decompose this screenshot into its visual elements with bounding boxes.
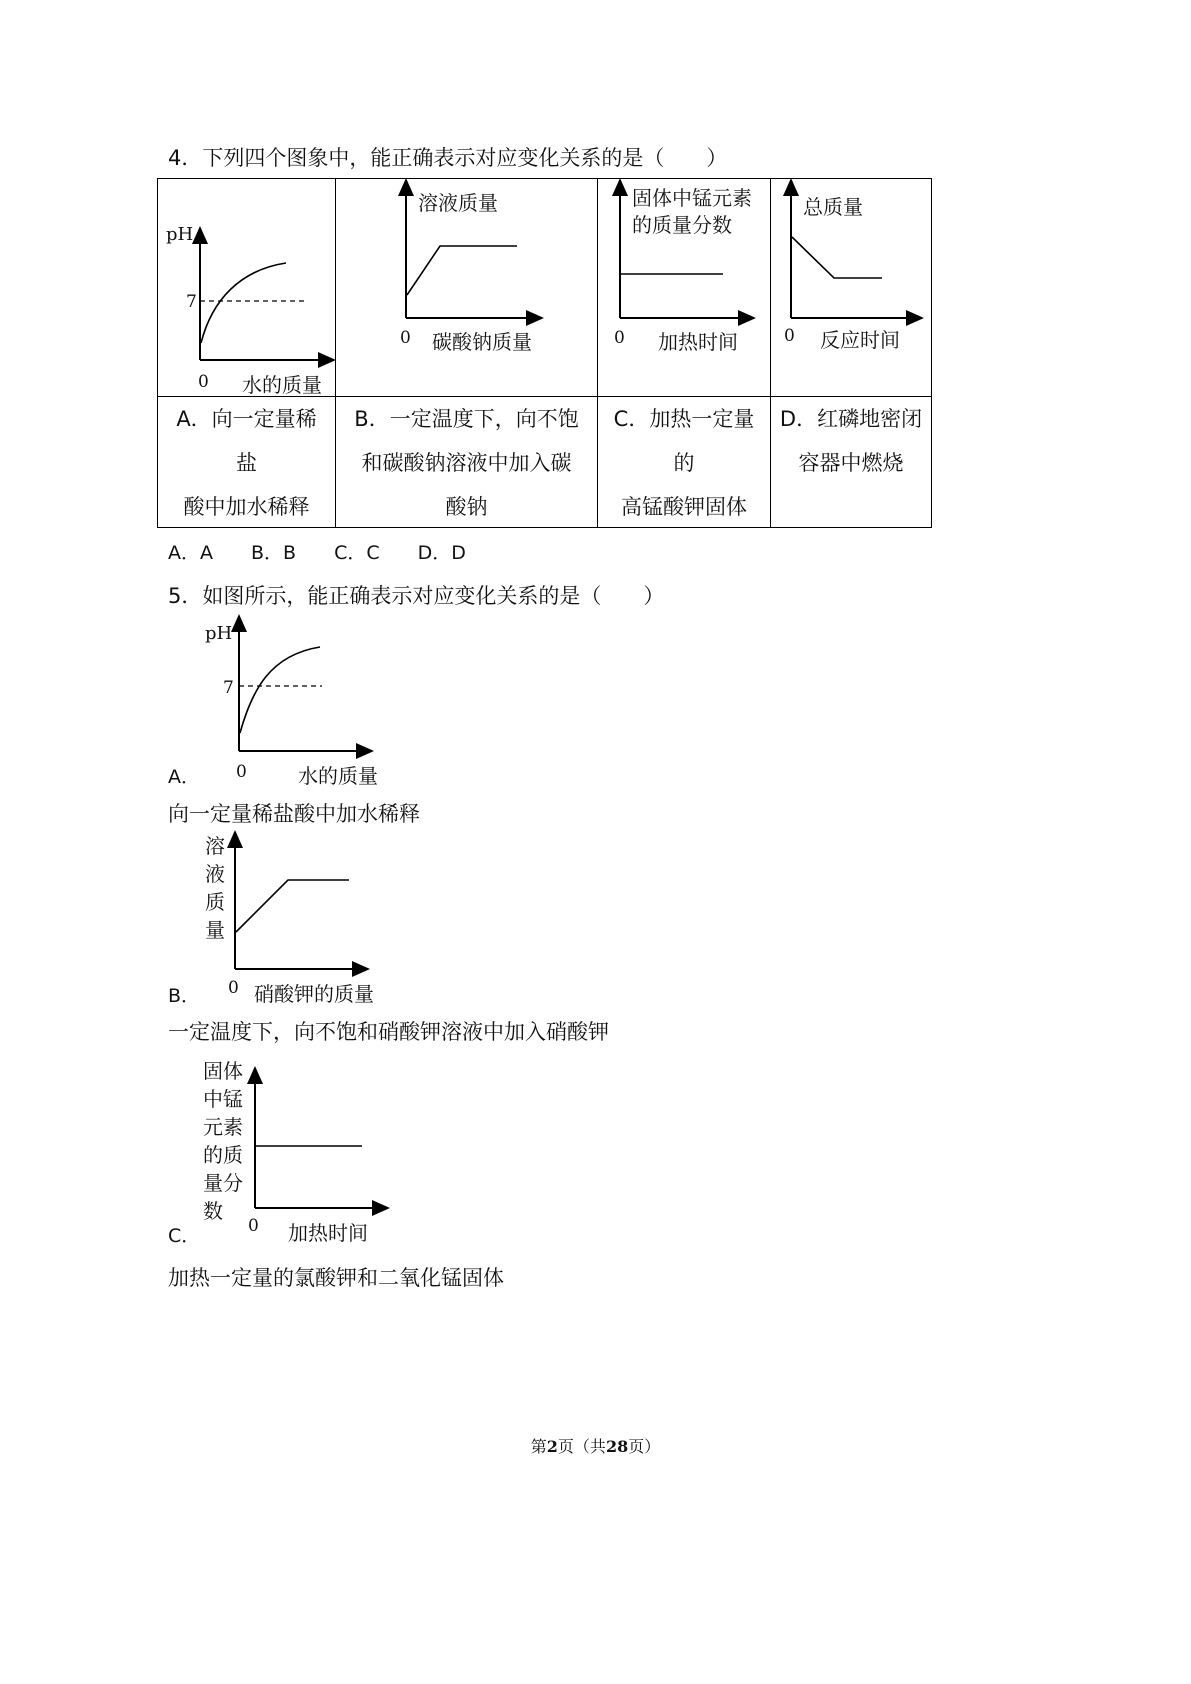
footer-suffix: 页） [628, 1437, 661, 1456]
page-footer [0, 1434, 1191, 1457]
q5c-y-label-l1: 固体 [203, 1059, 243, 1083]
q5c-y-label-l6: 数 [203, 1199, 223, 1223]
q4-caption-a-line1: A．向一定量稀 [176, 407, 317, 431]
q5a-x-label: 水的质量 [298, 764, 378, 788]
footer-total-pages: 28 [605, 1437, 629, 1456]
q4a-x-label: 水的质量 [242, 373, 322, 397]
q5c-letter: C． [168, 1225, 201, 1247]
q4-caption-a-line2: 盐 [236, 451, 257, 475]
footer-prefix: 第 [530, 1437, 547, 1456]
q4a-y-label: pH [166, 224, 194, 245]
q5b-desc: 一定温度下，向不饱和硝酸钾溶液中加入硝酸钾 [168, 1020, 609, 1044]
q5c-y-label [203, 1057, 249, 1225]
q4-caption-b-line1: B．一定温度下，向不饱 [354, 407, 579, 431]
q5b-y-label-ch4: 量 [205, 918, 225, 942]
q4d-origin: 0 [784, 326, 795, 346]
q5c-y-label-l4: 的质 [203, 1143, 243, 1167]
q4c-x-label: 加热时间 [658, 330, 738, 354]
q4-caption-c-line1: C．加热一定量 [613, 407, 755, 431]
q4b-origin: 0 [400, 328, 411, 348]
q5b-y-label-ch1: 溶 [205, 834, 225, 858]
q5b-y-label [203, 832, 227, 944]
q4-caption-b [336, 397, 597, 529]
q4c-y-label-1: 固体中锰元素 [632, 186, 752, 210]
q5a-desc: 向一定量稀盐酸中加水稀释 [168, 802, 420, 826]
q4-caption-b-line3: 酸钠 [445, 495, 488, 519]
q5a-tick-7: 7 [223, 678, 234, 698]
q4-caption-b-line2: 和碳酸钠溶液中加入碳 [361, 451, 572, 475]
footer-page-number: 2 [546, 1437, 558, 1456]
q4c-origin: 0 [614, 328, 625, 348]
q5b-y-label-ch3: 质 [205, 890, 225, 914]
q4-caption-a-line3: 酸中加水稀释 [183, 495, 310, 519]
q5c-origin: 0 [248, 1216, 259, 1236]
q5c-desc: 加热一定量的氯酸钾和二氧化锰固体 [168, 1266, 504, 1290]
q5-graph-c-plot [0, 0, 1, 1]
q4-stem: 4．下列四个图象中，能正确表示对应变化关系的是（ ） [168, 146, 728, 170]
q4d-y-label: 总质量 [803, 195, 863, 219]
q4-caption-d [771, 397, 931, 485]
q5c-x-label: 加热时间 [288, 1221, 368, 1245]
q4d-x-label: 反应时间 [820, 328, 900, 352]
q4a-tick-7: 7 [186, 292, 197, 312]
q4-caption-d-line2: 容器中燃烧 [798, 451, 904, 475]
q5b-origin: 0 [228, 978, 239, 998]
q4-caption-c [598, 397, 770, 529]
q5c-y-label-l5: 量分 [203, 1171, 243, 1195]
q5b-letter: B． [168, 985, 201, 1007]
q5a-origin: 0 [236, 762, 247, 782]
q5a-letter: A． [168, 766, 200, 788]
q5a-y-label: pH [205, 623, 233, 644]
q4-caption-d-line1: D．红磷地密闭 [779, 407, 923, 431]
q5c-y-label-l3: 元素 [203, 1115, 243, 1139]
q5b-y-label-ch2: 液 [205, 862, 225, 886]
q4c-y-label-2: 的质量分数 [632, 213, 732, 237]
q4-caption-a [158, 397, 335, 529]
q4b-y-label: 溶液质量 [418, 191, 498, 215]
q4-options[interactable]: A．A B．B C．C D．D [168, 542, 466, 564]
q5c-y-label-l2: 中锰 [203, 1087, 243, 1111]
q5-stem: 5．如图所示，能正确表示对应变化关系的是（ ） [168, 584, 665, 608]
q4-caption-c-line2: 的 [673, 451, 695, 475]
q4b-x-label: 碳酸钠质量 [432, 330, 532, 354]
q4a-origin: 0 [198, 372, 209, 392]
q5b-x-label: 硝酸钾的质量 [254, 982, 374, 1006]
q4-caption-c-line3: 高锰酸钾固体 [621, 495, 747, 519]
footer-mid: 页（共 [557, 1437, 606, 1456]
